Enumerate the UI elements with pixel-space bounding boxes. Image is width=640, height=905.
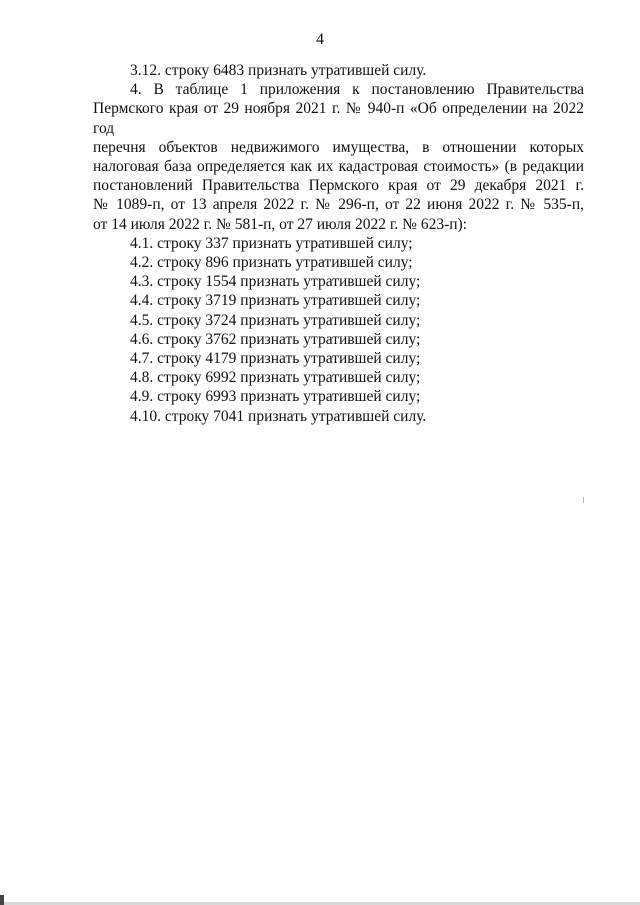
list-item: 4.6. строку 3762 признать утратившей силу; [130,330,421,348]
list-item: 4.3. строку 1554 признать утратившей силу; [130,273,421,291]
paragraph-4-line: постановлений Правительства Пермского края от 29 декабря 2021 г. [93,177,584,195]
paragraph-4-line: налоговая база определяется как их кадастровая стоимость» (в редакции [93,158,584,176]
paragraph-4-line: № 1089-п, от 13 апреля 2022 г. № 296-п, от 22 июня 2022 г. № 535-п, [93,196,584,214]
list-item: 4.10. строку 7041 признать утратившей силу. [130,407,427,425]
document-body [93,61,584,426]
scan-artifact-mark [583,497,584,503]
paragraph-4-line: 4. В таблице 1 приложения к постановлению Правительства [130,81,584,99]
paragraph-3-12: 3.12. строку 6483 признать утратившей силу. [130,62,427,79]
list-item: 4.1. строку 337 признать утратившей силу; [130,234,413,252]
list-item: 4.5. строку 3724 признать утратившей силу; [130,311,421,329]
page-number: 4 [316,31,324,48]
list-item: 4.2. строку 896 признать утратившей силу; [130,254,413,272]
list-item: 4.8. строку 6992 признать утратившей силу; [130,369,421,387]
paragraph-4-line: от 14 июля 2022 г. № 581-п, от 27 июля 2022 г. № 623-п): [93,215,468,233]
paragraph-4 [93,80,584,234]
paragraph-4-line: перечня объектов недвижимого имущества, в отношении которых [93,138,584,156]
subitems-list [93,234,584,426]
list-item: 4.9. строку 6993 признать утратившей силу; [130,388,421,406]
paragraph-4-line: Пермского края от 29 ноября 2021 г. № 940-п «Об определении на 2022 год [93,100,584,137]
list-item: 4.4. строку 3719 признать утратившей силу; [130,292,421,310]
list-item: 4.7. строку 4179 признать утратившей силу; [130,350,421,368]
scan-corner-mark [0,895,4,905]
